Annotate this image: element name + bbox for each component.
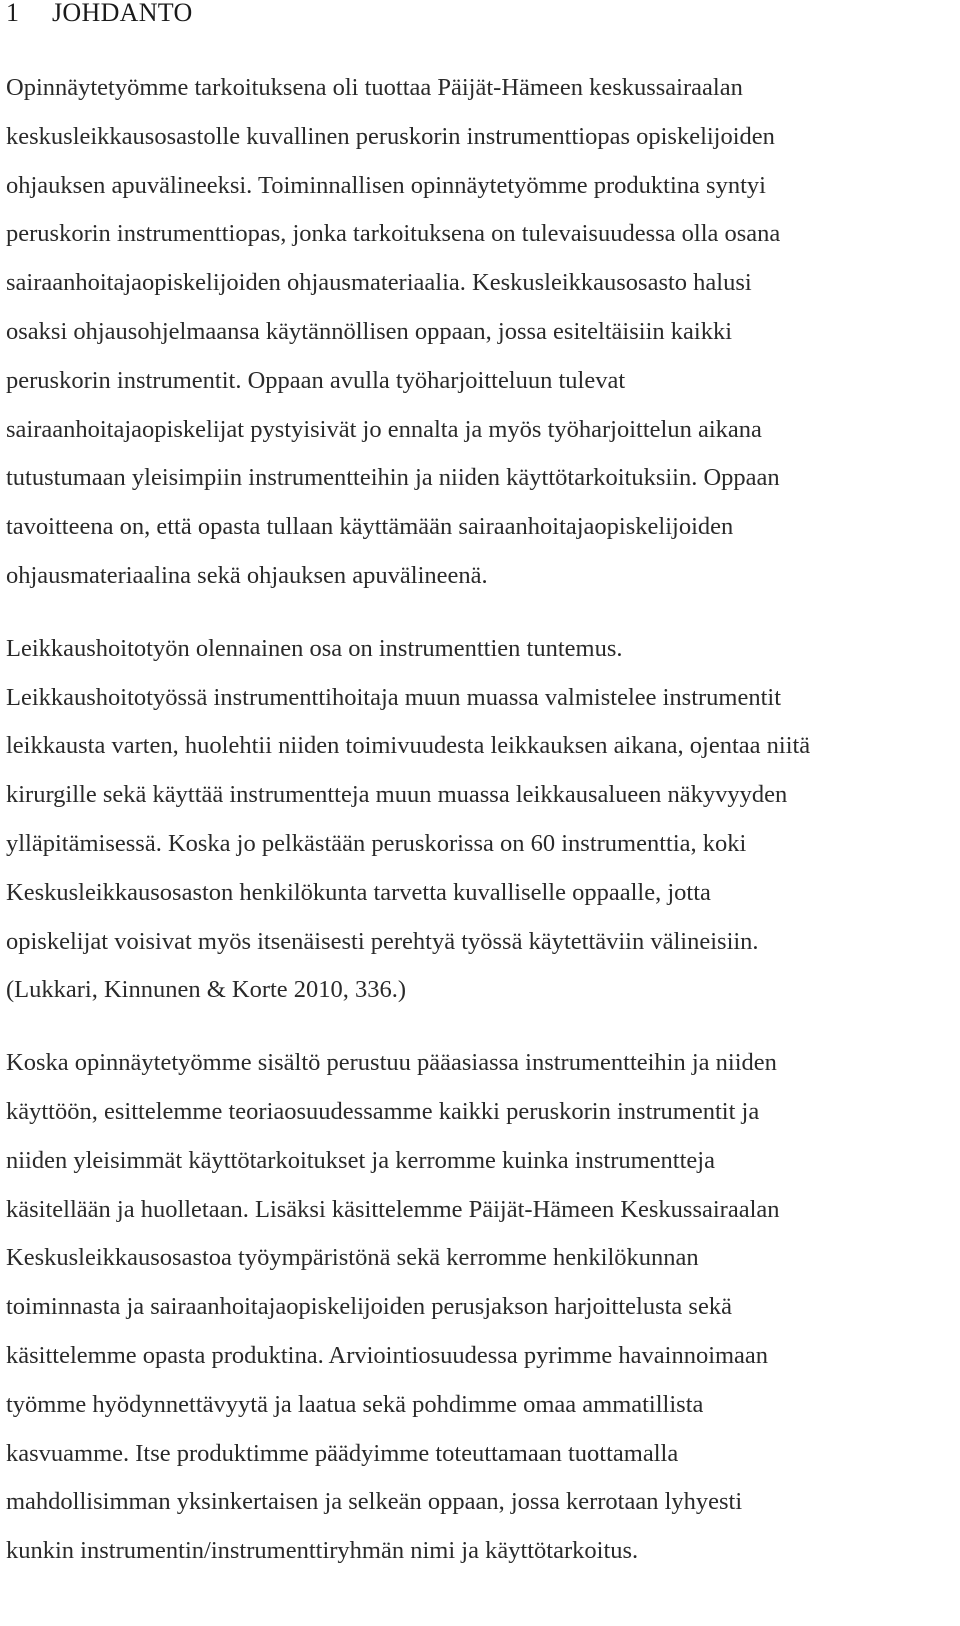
text-line: ylläpitämisessä. Koska jo pelkästään peruskorissa on 60 instrumenttia, koki <box>6 829 747 857</box>
text-line: kunkin instrumentin/instrumenttiryhmän nimi ja käyttötarkoitus. <box>6 1537 639 1565</box>
paragraph-2 <box>6 625 934 1015</box>
text-line: mahdollisimman yksinkertaisen ja selkeän oppaan, jossa kerrotaan lyhyesti <box>6 1488 743 1516</box>
chapter-heading <box>6 0 934 26</box>
text-line: Koska opinnäytetyömme sisältö perustuu pääasiassa instrumentteihin ja niiden <box>6 1049 777 1077</box>
text-line: opiskelijat voisivat myös itsenäisesti perehtyä työssä käytettäviin välineisiin. <box>6 927 759 955</box>
text-line: kasvuamme. Itse produktimme päädyimme toteuttamaan tuottamalla <box>6 1439 679 1467</box>
text-line: Leikkaushoitotyössä instrumenttihoitaja muun muassa valmistelee instrumentit <box>6 683 782 711</box>
text-line: kirurgille sekä käyttää instrumentteja muun muassa leikkausalueen näkyvyyden <box>6 781 788 809</box>
text-line: Opinnäytetyömme tarkoituksena oli tuottaa Päijät-Hämeen keskussairaalan <box>6 74 743 101</box>
text-line: peruskorin instrumenttiopas, jonka tarkoituksena on tulevaisuudessa olla osana <box>6 220 781 248</box>
text-line: ohjauksen apuvälineeksi. Toiminnallisen opinnäytetyömme produktina syntyi <box>6 171 766 199</box>
text-line: tavoitteena on, että opasta tullaan käyttämään sairaanhoitajaopiskelijoiden <box>6 513 734 541</box>
citation-line: (Lukkari, Kinnunen & Korte 2010, 336.) <box>6 976 407 1004</box>
text-line: käsitellään ja huolletaan. Lisäksi käsittelemme Päijät-Hämeen Keskussairaalan <box>6 1195 780 1223</box>
paragraph-1 <box>6 64 934 601</box>
text-line: niiden yleisimmät käyttötarkoitukset ja kerromme kuinka instrumentteja <box>6 1146 715 1174</box>
text-line: ohjausmateriaalina sekä ohjauksen apuvälineenä. <box>6 561 488 589</box>
text-line: työmme hyödynnettävyytä ja laatua sekä pohdimme omaa ammatillista <box>6 1390 704 1418</box>
text-line: keskusleikkausosastolle kuvallinen peruskorin instrumenttiopas opiskelijoiden <box>6 122 775 150</box>
text-line: käyttöön, esittelemme teoriaosuudessamme kaikki peruskorin instrumentit ja <box>6 1097 760 1125</box>
chapter-number: 1 <box>6 0 20 27</box>
text-line: Keskusleikkausosaston henkilökunta tarvetta kuvalliselle oppaalle, jotta <box>6 878 711 906</box>
text-line: käsittelemme opasta produktina. Arviointiosuudessa pyrimme havainnoimaan <box>6 1341 769 1369</box>
text-line: toiminnasta ja sairaanhoitajaopiskelijoiden perusjakson harjoittelusta sekä <box>6 1293 732 1321</box>
text-line: Leikkaushoitotyön olennainen osa on instrumenttien tuntemus. <box>6 634 623 662</box>
text-line: Keskusleikkausosastoa työympäristönä sekä kerromme henkilökunnan <box>6 1244 699 1272</box>
text-line: leikkausta varten, huolehtii niiden toimivuudesta leikkauksen aikana, ojentaa niitä <box>6 732 811 760</box>
text-line: peruskorin instrumentit. Oppaan avulla työharjoitteluun tulevat <box>6 366 626 394</box>
text-line: sairaanhoitajaopiskelijat pystyisivät jo ennalta ja myös työharjoittelun aikana <box>6 415 762 443</box>
text-line: osaksi ohjausohjelmaansa käytännöllisen oppaan, jossa esiteltäisiin kaikki <box>6 317 733 345</box>
chapter-title: JOHDANTO <box>52 0 193 27</box>
text-line: sairaanhoitajaopiskelijoiden ohjausmateriaalia. Keskusleikkausosasto halusi <box>6 269 752 297</box>
text-line: tutustumaan yleisimpiin instrumentteihin ja niiden käyttötarkoituksiin. Oppaan <box>6 464 780 492</box>
paragraph-3 <box>6 1039 934 1576</box>
